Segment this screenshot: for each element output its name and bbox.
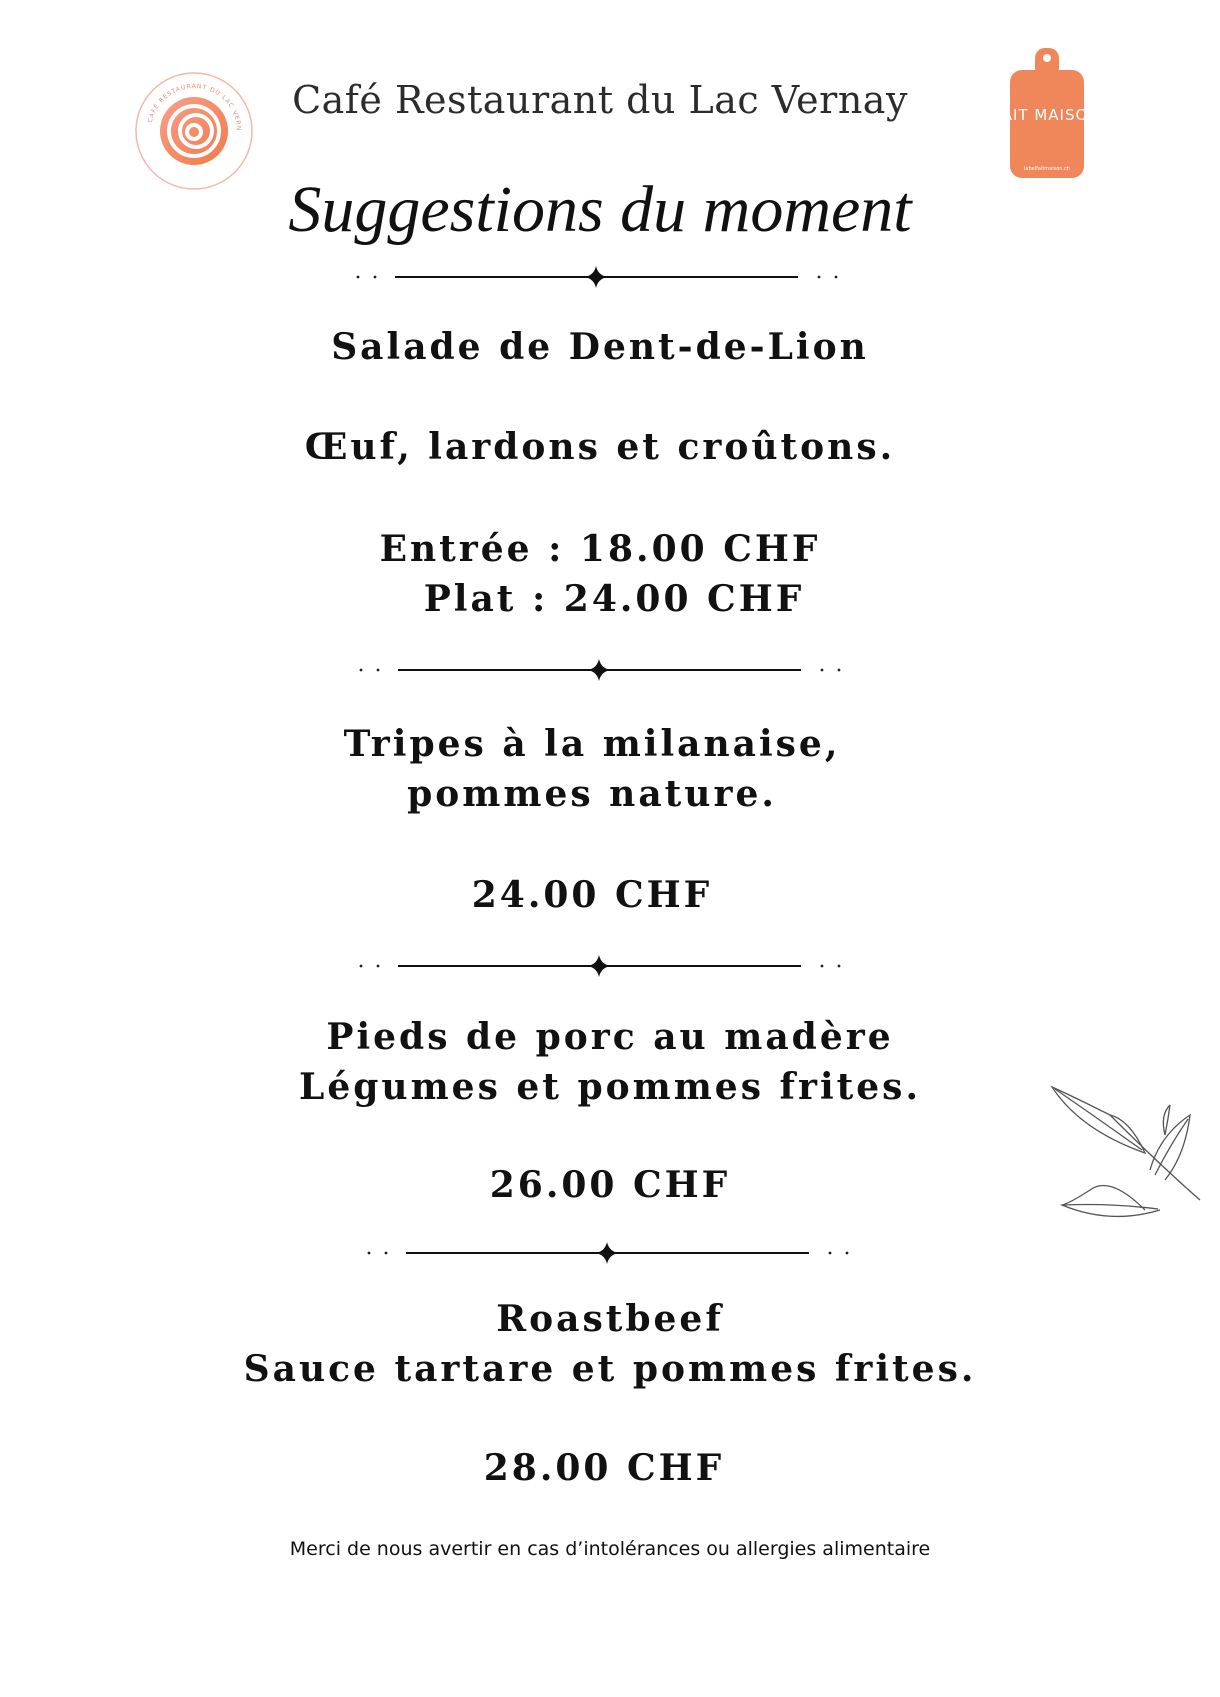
dish-name-line-2: pommes nature.	[407, 773, 777, 815]
fait-maison-text: FAIT MAISON	[993, 106, 1101, 124]
dish-name-line-2: Sauce tartare et pommes frites.	[243, 1348, 977, 1390]
divider	[358, 951, 848, 981]
logo-circle-text: CAFÉ RESTAURANT DU LAC VERN	[146, 82, 243, 132]
dish-name-line-2: Légumes et pommes frites.	[299, 1066, 921, 1108]
dish-name: Salade de Dent-de-Lion	[331, 326, 869, 368]
dish-price-entree: Entrée : 18.00 CHF	[379, 528, 821, 570]
divider	[355, 262, 845, 292]
restaurant-name: Café Restaurant du Lac Vernay	[292, 78, 908, 122]
dish-price: 28.00 CHF	[483, 1447, 725, 1489]
divider	[358, 655, 848, 685]
divider	[366, 1238, 856, 1268]
dish-name-line-1: Roastbeef	[496, 1298, 724, 1340]
dish-price-plat: Plat : 24.00 CHF	[423, 578, 805, 620]
dish-description: Œuf, lardons et croûtons.	[304, 426, 896, 468]
dish-name-line-1: Pieds de porc au madère	[326, 1016, 894, 1058]
leaf-icon	[1050, 1075, 1200, 1225]
dish-name-line-1: Tripes à la milanaise,	[343, 723, 841, 765]
dish-price: 26.00 CHF	[489, 1164, 731, 1206]
page-title: Suggestions du moment	[288, 173, 912, 246]
fait-maison-url: labelfaitmaison.ch	[1024, 166, 1070, 172]
allergy-note: Merci de nous avertir en cas d’intolérances ou allergies alimentaire	[289, 1538, 931, 1560]
dish-price: 24.00 CHF	[471, 874, 713, 916]
